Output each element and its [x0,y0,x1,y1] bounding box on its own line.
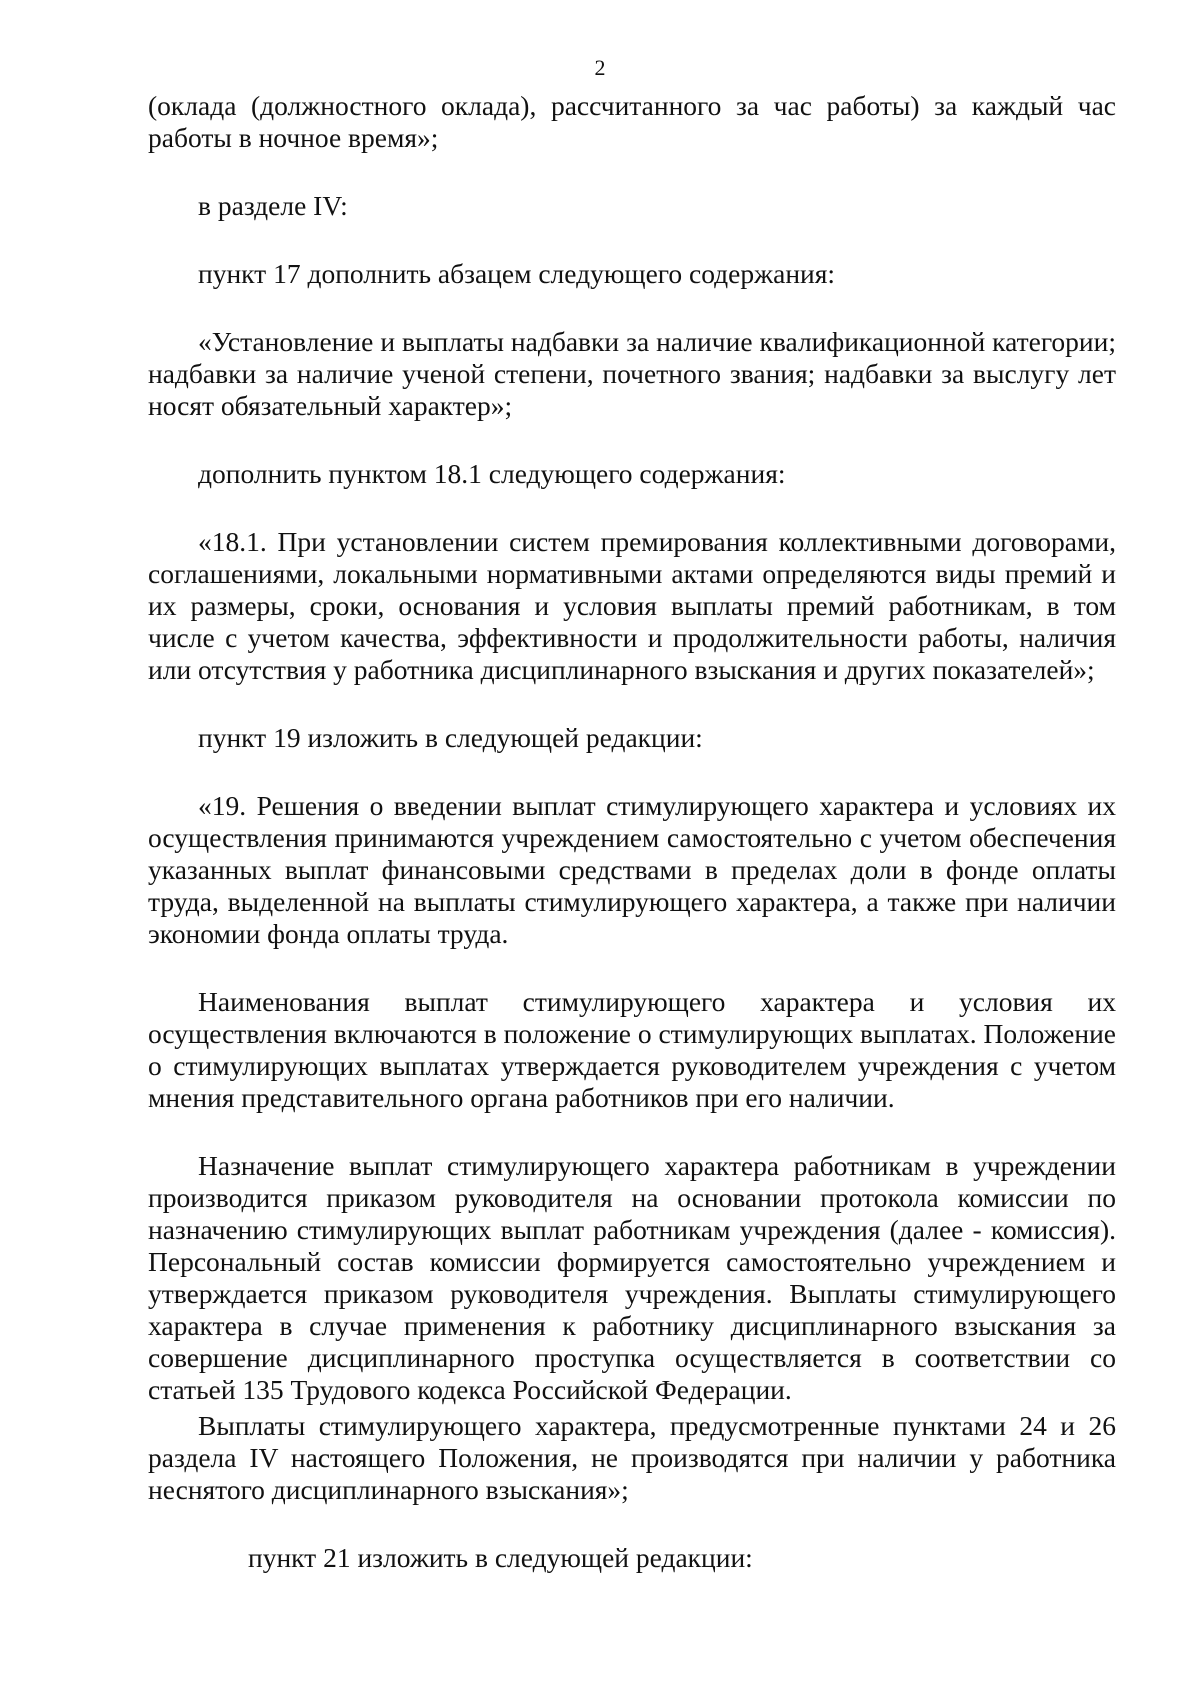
paragraph-item-17-text: «Установление и выплаты надбавки за наличие квалификационной категории; надбавки за наличие ученой степени, почетного звания; надбавки за выслугу лет носят обязательный характер»; [148,326,1116,421]
paragraph-payment-names: Наименования выплат стимулирующего характера и условия их осуществления включаются в положение о стимулирующих выплатах. Положение о стимулирующих выплатах утверждается руководителем учреждения с учетом мнения представительного органа работников при его наличии. [148,986,1116,1113]
paragraph-item-19: пункт 19 изложить в следующей редакции: [198,722,703,753]
paragraph-item-18-1-text: «18.1. При установлении систем премирования коллективными договорами, соглашениями, локальными нормативными актами определяются виды премий и их размеры, сроки, основания и условия выплаты премий работникам, в том числе с учетом качества, эффективности и продолжительности работы, наличия или отсутствия у работника дисциплинарного взыскания и других показателей»; [148,526,1116,685]
paragraph-section-iv: в разделе IV: [198,190,348,221]
paragraph-item-21: пункт 21 изложить в следующей редакции: [248,1542,753,1573]
paragraph-continuation: (оклада (должностного оклада), рассчитанного за час работы) за каждый час работы в ночное время»; [148,90,1116,153]
paragraph-item-18-1: дополнить пунктом 18.1 следующего содержания: [198,458,786,489]
paragraph-payment-restriction: Выплаты стимулирующего характера, предусмотренные пунктами 24 и 26 раздела IV настоящего Положения, не производятся при наличии у работника неснятого дисциплинарного взыскания»; [148,1410,1116,1505]
page-number: 2 [594,55,606,80]
paragraph-item-17: пункт 17 дополнить абзацем следующего содержания: [198,258,836,289]
paragraph-payment-assignment: Назначение выплат стимулирующего характера работникам в учреждении производится приказом руководителя на основании протокола комиссии по назначению стимулирующих выплат работникам учреждения (далее - комиссия). Персональный состав комиссии формируется самостоятельно учреждением и утверждается приказом руководителя учреждения. Выплаты стимулирующего характера в случае применения к работнику дисциплинарного взыскания за совершение дисциплинарного проступка осуществляется в соответствии со статьей 135 Трудового кодекса Российской Федерации. [148,1150,1116,1405]
document-body [148,90,1116,1574]
paragraph-item-19-text: «19. Решения о введении выплат стимулирующего характера и условиях их осуществления принимаются учреждением самостоятельно с учетом обеспечения указанных выплат финансовыми средствами в пределах доли в фонде оплаты труда, выделенной на выплаты стимулирующего характера, а также при наличии экономии фонда оплаты труда. [148,790,1116,949]
